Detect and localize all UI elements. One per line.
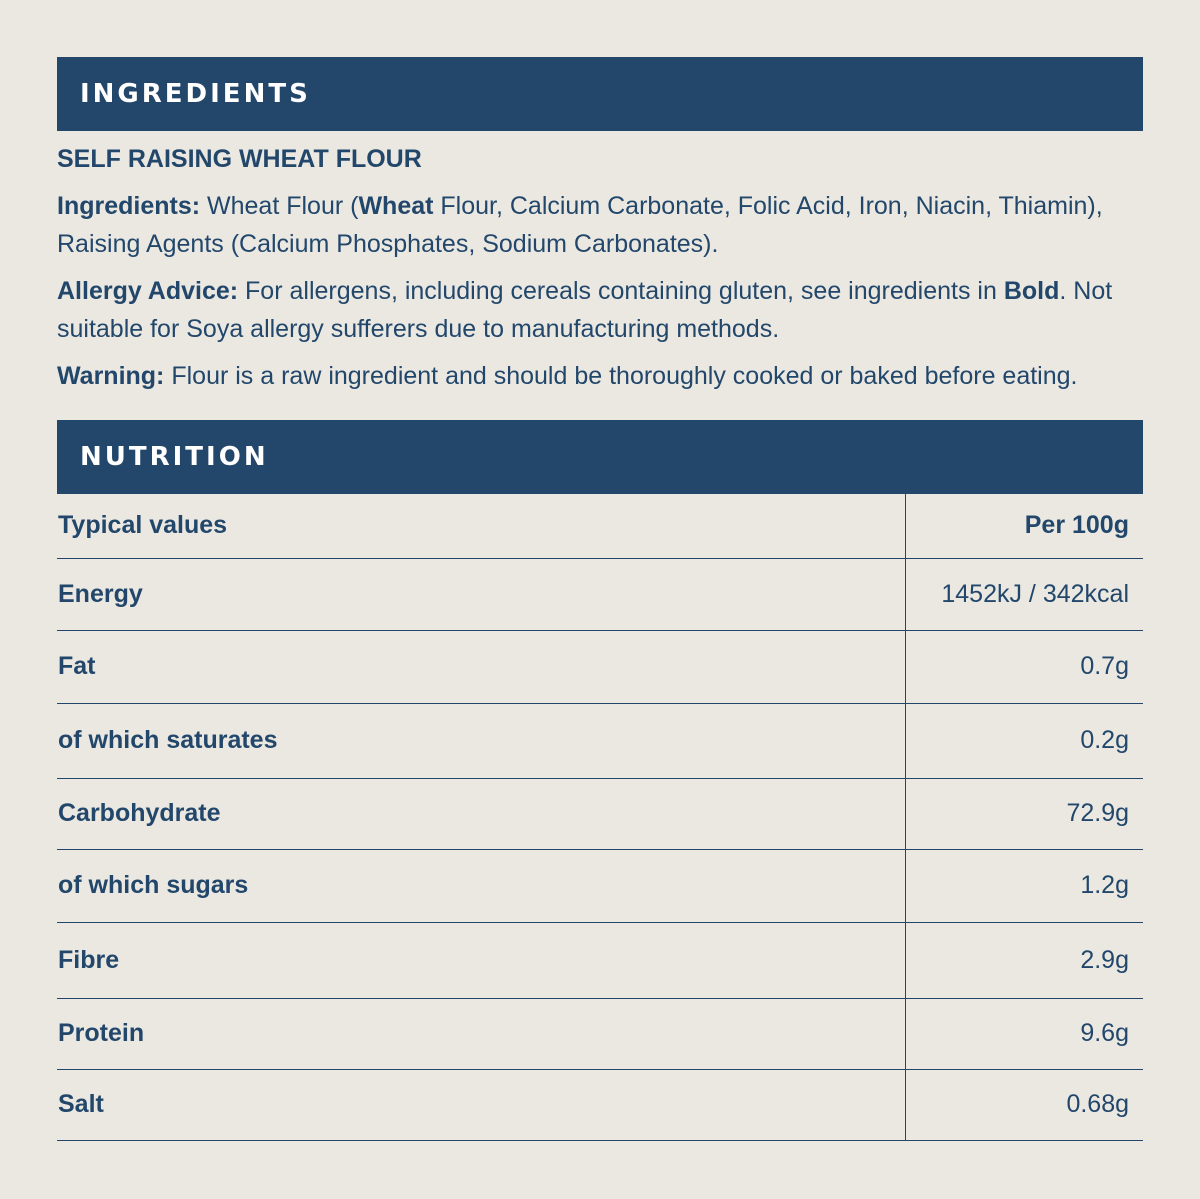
nutrient-label: of which sugars (57, 849, 906, 922)
allergy-advice-paragraph (57, 272, 1143, 348)
per-100g-label: Per 100g (906, 494, 1144, 558)
ingredients-text-1: Wheat Flour ( (200, 192, 359, 220)
warning-paragraph (57, 357, 1143, 395)
nutrient-label: Carbohydrate (57, 778, 906, 849)
nutrient-value: 2.9g (906, 922, 1144, 998)
nutrient-value: 72.9g (906, 778, 1144, 849)
typical-values-label: Typical values (57, 494, 906, 558)
product-name: SELF RAISING WHEAT FLOUR (57, 145, 422, 173)
allergy-bold: Bold (1003, 277, 1060, 305)
nutrient-label: Fibre (57, 922, 906, 998)
nutrient-label: Energy (57, 558, 906, 630)
nutrition-table (57, 494, 1143, 1141)
warning-text: Flour is a raw ingredient and should be thoroughly cooked or baked before eating. (164, 362, 1078, 390)
nutrient-value: 1.2g (906, 849, 1144, 922)
allergy-label: Allergy Advice: (57, 277, 239, 305)
table-row (57, 998, 1143, 1069)
nutrient-value: 9.6g (906, 998, 1144, 1069)
table-row (57, 703, 1143, 778)
nutrition-header (57, 420, 1143, 494)
nutrition-header-row (57, 494, 1143, 558)
table-row (57, 1069, 1143, 1140)
table-row (57, 849, 1143, 922)
warning-label: Warning: (57, 362, 165, 390)
nutrient-label: Protein (57, 998, 906, 1069)
table-row (57, 630, 1143, 703)
ingredients-allergen: Wheat (358, 192, 434, 220)
nutrient-value: 0.7g (906, 630, 1144, 703)
ingredients-title: INGREDIENTS (80, 79, 311, 109)
ingredients-header (57, 57, 1143, 131)
ingredients-body (57, 140, 1143, 404)
allergy-text-1: For allergens, including cereals containing gluten, see ingredients in (238, 277, 1004, 305)
allergy-text-2: . Not suitable for Soya allergy sufferers due to manufacturing methods. (57, 277, 1113, 343)
ingredients-text-2: Flour, Calcium Carbonate, Folic Acid, Iron, Niacin, Thiamin), Raising Agents (Calcium Phosphates, Sodium Carbonates). (57, 192, 1103, 258)
nutrition-title: NUTRITION (80, 442, 269, 472)
nutrient-value: 0.2g (906, 703, 1144, 778)
table-row (57, 922, 1143, 998)
nutrient-value: 1452kJ / 342kcal (906, 558, 1144, 630)
nutrient-value: 0.68g (906, 1069, 1144, 1140)
table-row (57, 558, 1143, 630)
nutrient-label: Salt (57, 1069, 906, 1140)
ingredients-label: Ingredients: (57, 192, 201, 220)
ingredients-paragraph (57, 187, 1143, 263)
nutrient-label: Fat (57, 630, 906, 703)
table-row (57, 778, 1143, 849)
nutrient-label: of which saturates (57, 703, 906, 778)
